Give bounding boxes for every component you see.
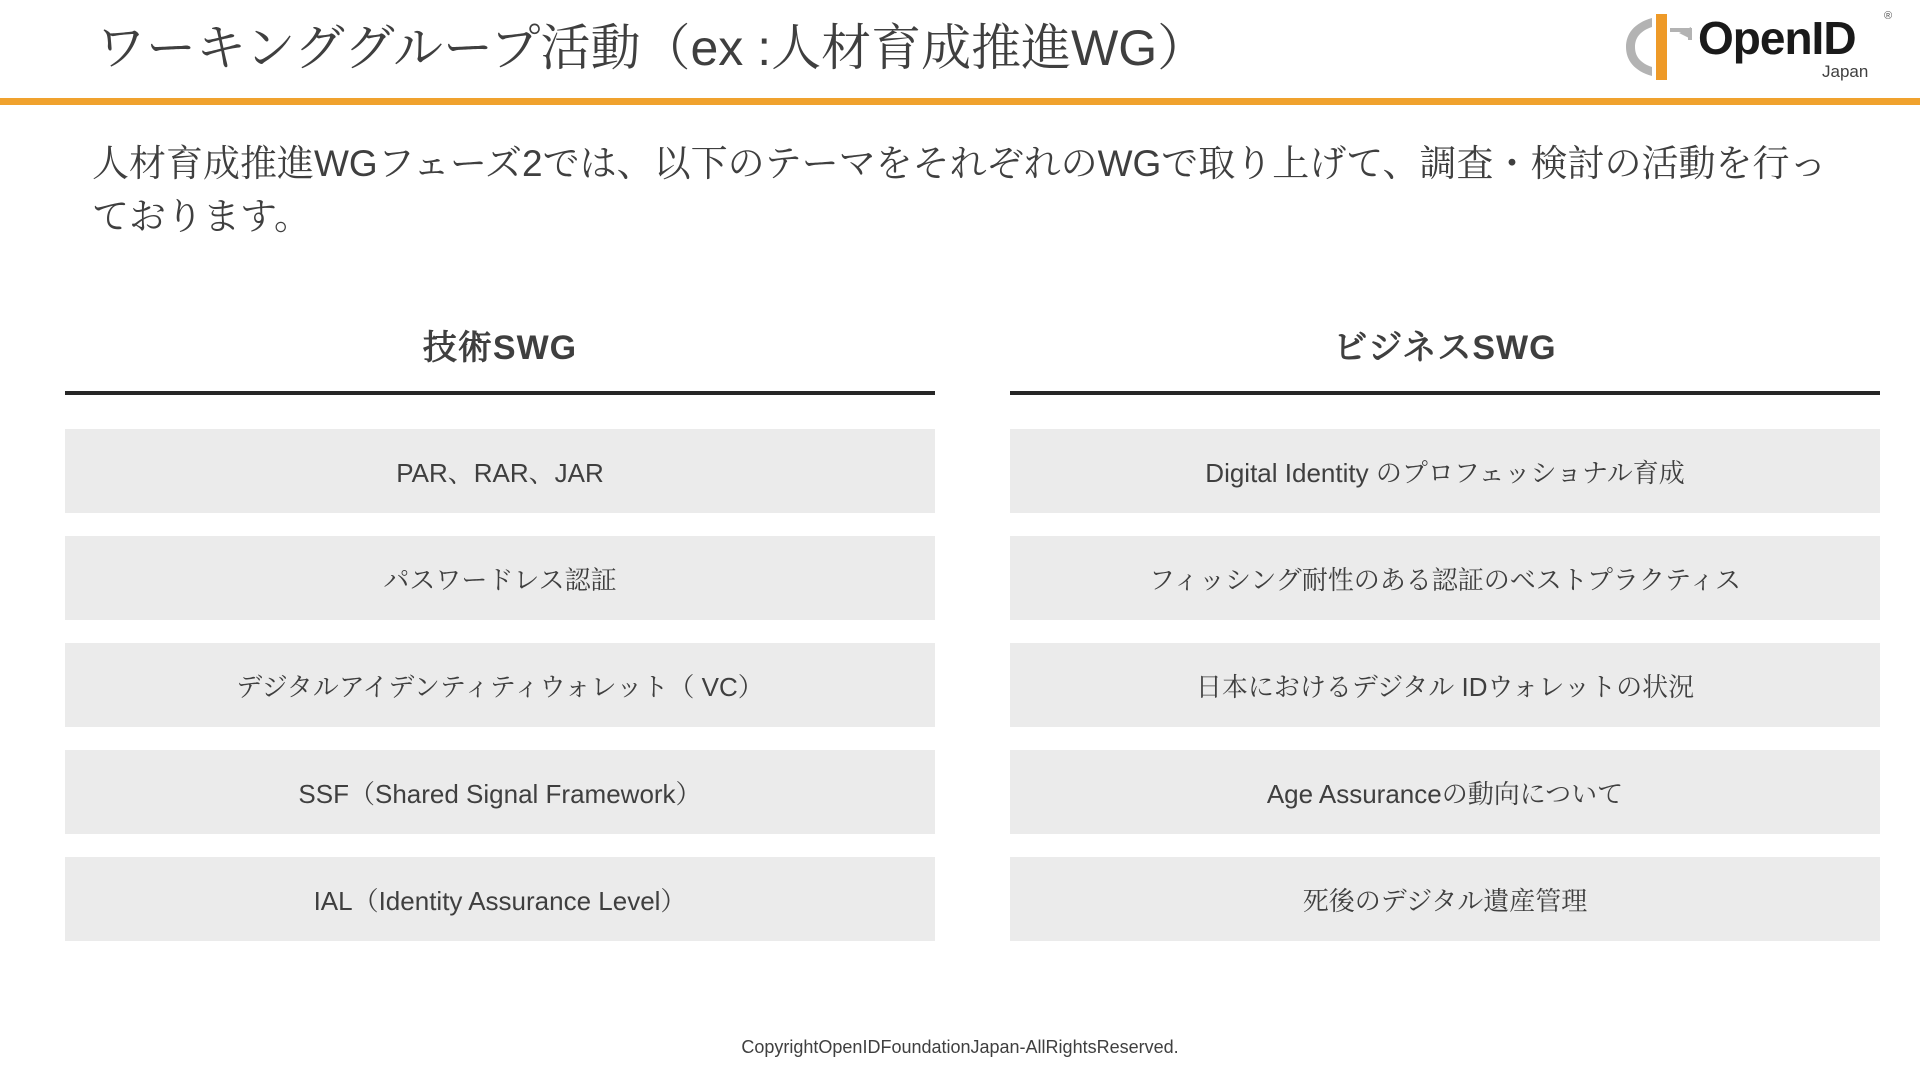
column-business-swg [1010, 320, 1880, 941]
logo-wordmark: OpenID [1698, 12, 1856, 64]
list-item: IAL（Identity Assurance Level） [65, 857, 935, 941]
lead-paragraph: 人材育成推進WGフェーズ2では、以下のテーマをそれぞれのWGで取り上げて、調査・検討の活動を行っております。 [92, 143, 1827, 237]
list-item: SSF（Shared Signal Framework） [65, 750, 935, 834]
list-item: PAR、RAR、JAR [65, 429, 935, 513]
list-item: デジタルアイデンティティウォレット（ VC） [65, 643, 935, 727]
list-item: Age Assuranceの動向について [1010, 750, 1880, 834]
header-accent-rule [0, 98, 1920, 105]
column-heading: 技術SWG [422, 329, 578, 367]
copyright-footer: CopyrightOpenIDFoundationJapan-AllRightsReserved. [741, 1037, 1179, 1057]
column-technical-swg [65, 320, 935, 941]
openid-logo-mark [1622, 14, 1694, 80]
column-divider [65, 391, 935, 395]
list-item: パスワードレス認証 [65, 536, 935, 620]
openid-japan-logo [1622, 10, 1892, 92]
logo-subtext: Japan [1822, 62, 1869, 81]
list-item: 日本におけるデジタル IDウォレットの状況 [1010, 643, 1880, 727]
page-title: ワーキンググループ活動（ex :人材育成推進WG） [96, 20, 1208, 76]
column-heading: ビジネスSWG [1333, 329, 1557, 367]
column-divider [1010, 391, 1880, 395]
slide-header [0, 0, 1920, 104]
logo-registered-mark: ® [1884, 10, 1893, 22]
list-item: 死後のデジタル遺産管理 [1010, 857, 1880, 941]
list-item: フィッシング耐性のある認証のベストプラクティス [1010, 536, 1880, 620]
list-item: Digital Identity のプロフェッショナル育成 [1010, 429, 1880, 513]
